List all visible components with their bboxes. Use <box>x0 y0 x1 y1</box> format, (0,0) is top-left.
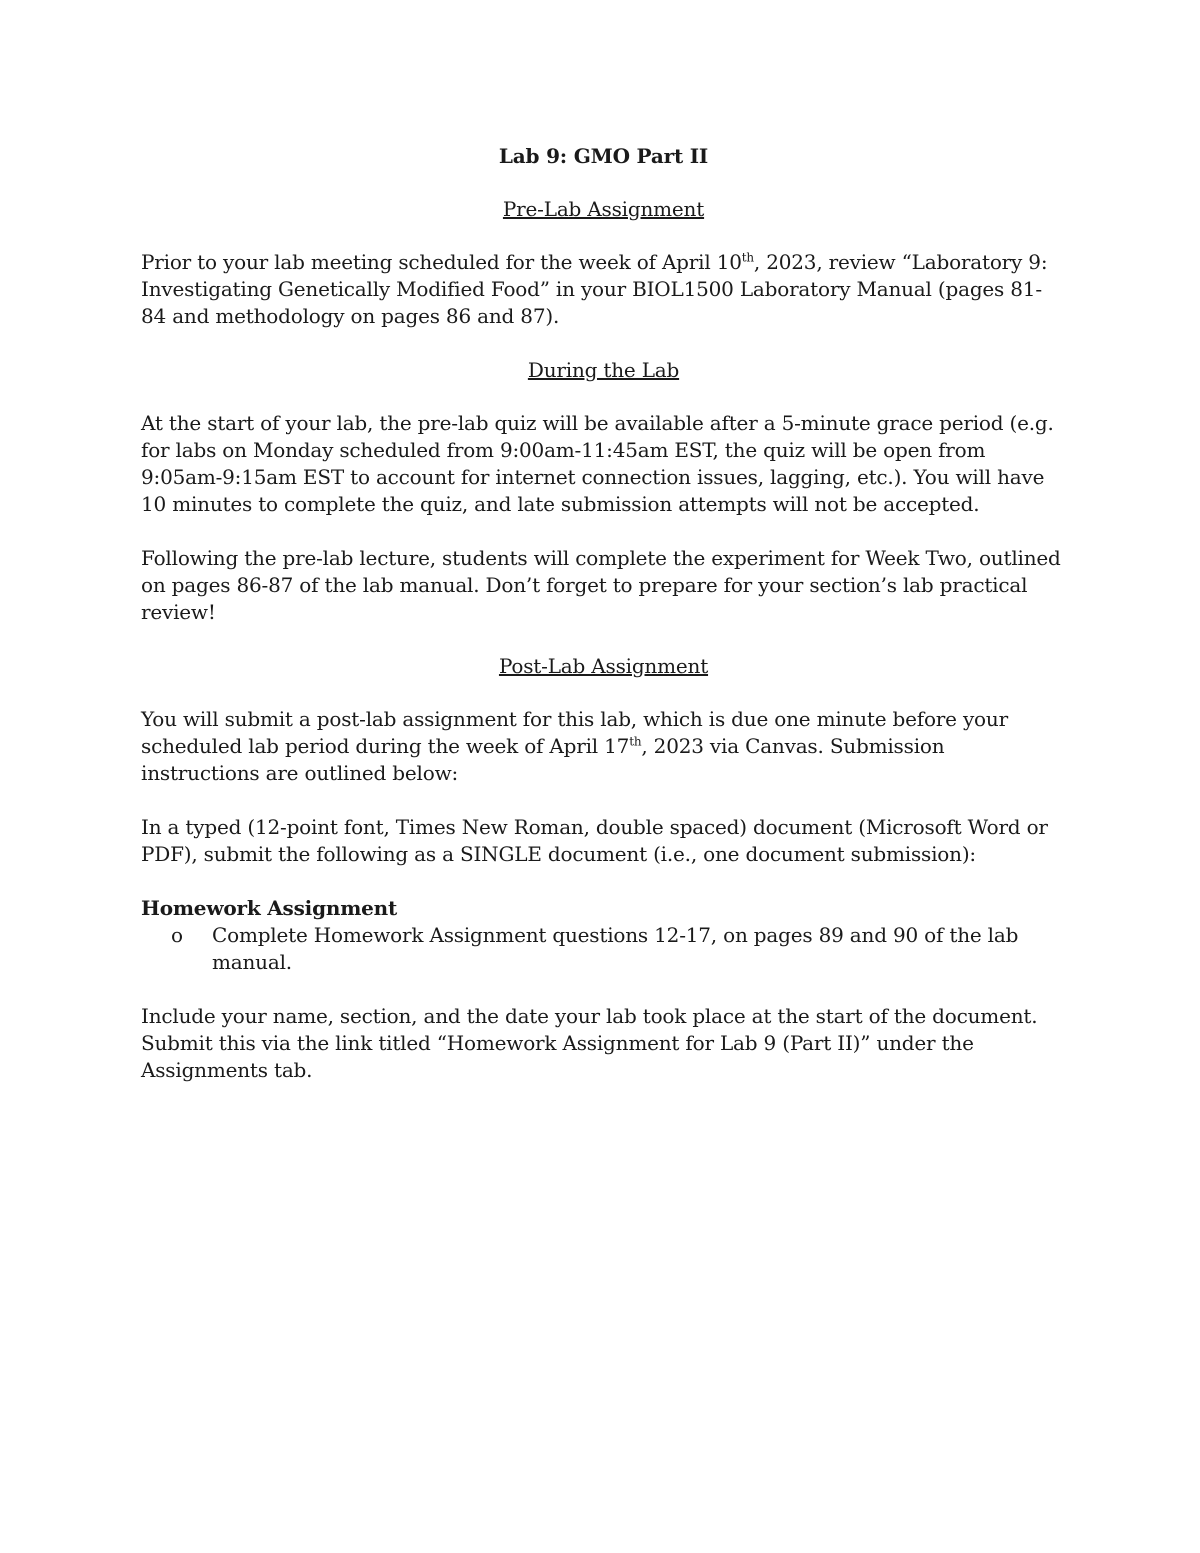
during-lab-paragraph-2: Following the pre-lab lecture, students will complete the experiment for Week Two, outlined on pages 86-87 of the lab manual. Don’t forget to prepare for your section’s lab practical review! <box>141 546 1061 624</box>
pre-lab-text-start: Prior to your lab meeting scheduled for the week of April 10 <box>141 250 742 274</box>
post-lab-paragraph-1 <box>141 706 1066 787</box>
pre-lab-heading: Pre-Lab Assignment <box>502 197 705 221</box>
post-lab-paragraph-2: In a typed (12-point font, Times New Roman, double spaced) document (Microsoft Word or PDF), submit the following as a SINGLE document (i.e., one document submission): <box>141 815 1048 866</box>
document-page <box>141 143 1066 1111</box>
pre-lab-ordinal-suffix: th <box>741 250 754 265</box>
during-lab-paragraph-1: At the start of your lab, the pre-lab quiz will be available after a 5-minute grace period (e.g. for labs on Monday scheduled from 9:00am-11:45am EST, the quiz will be open from 9:05am-9:15am EST to account for internet connection issues, lagging, etc.). You will have 10 minutes to complete the quiz, and late submission attempts will not be accepted. <box>141 411 1054 516</box>
list-item <box>141 922 1066 976</box>
during-lab-heading: During the Lab <box>527 358 680 382</box>
closing-paragraph: Include your name, section, and the date your lab took place at the start of the document. Submit this via the link titled “Homework Assignment for Lab 9 (Part II)” under the Assignments tab. <box>141 1004 1038 1082</box>
post-lab-text-end: , 2023 via Canvas. Submission instructions are outlined below: <box>141 734 945 785</box>
bullet-circle-icon: o <box>171 923 183 947</box>
post-lab-text-start: You will submit a post-lab assignment for this lab, which is due one minute before your scheduled lab period during the week of April 17 <box>141 707 1008 758</box>
homework-heading: Homework Assignment <box>141 896 398 920</box>
pre-lab-paragraph <box>141 249 1066 330</box>
post-lab-heading: Post-Lab Assignment <box>498 654 709 678</box>
homework-item-text: Complete Homework Assignment questions 12-17, on pages 89 and 90 of the lab manual. <box>212 923 1019 974</box>
homework-list <box>141 922 1066 976</box>
pre-lab-text-end: , 2023, review “Laboratory 9: Investigating Genetically Modified Food” in your BIOL1500 Laboratory Manual (pages 81-84 and methodology on pages 86 and 87). <box>141 250 1048 328</box>
post-lab-ordinal-suffix: th <box>629 734 642 749</box>
document-title: Lab 9: GMO Part II <box>498 144 709 168</box>
